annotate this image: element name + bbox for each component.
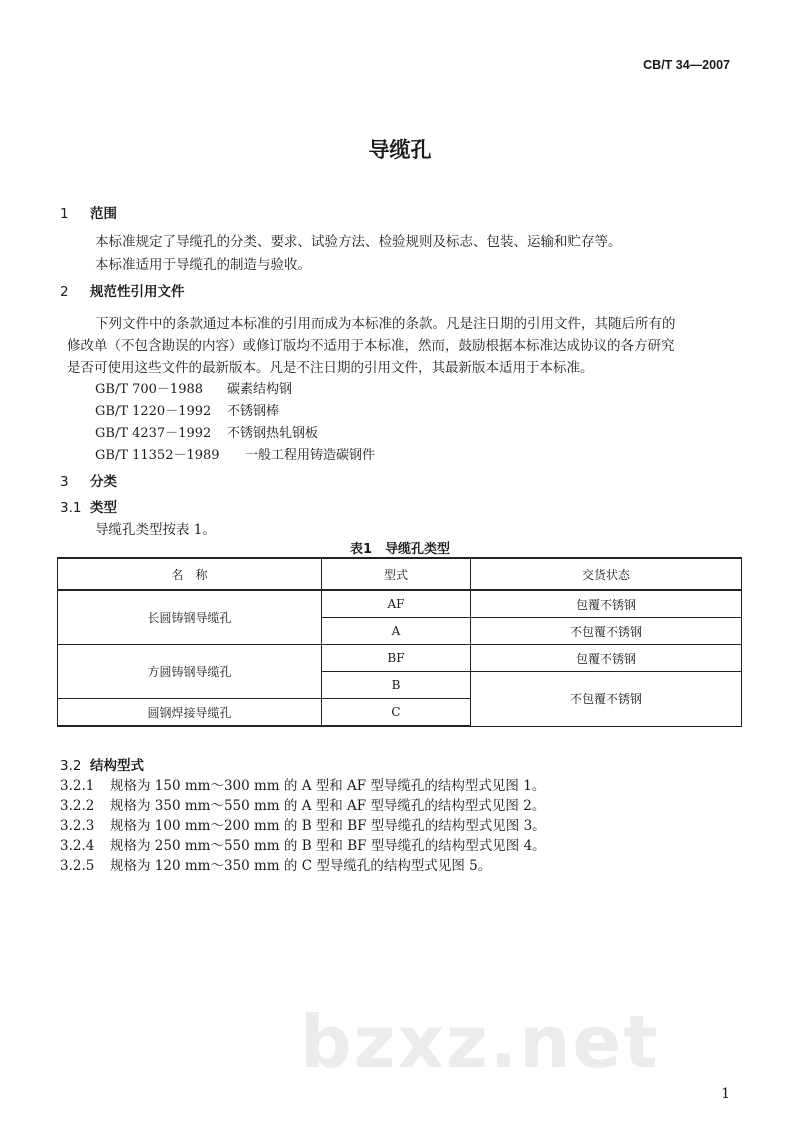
clause-item: [60, 814, 546, 834]
section-number: 1: [60, 206, 69, 222]
types-table: [57, 557, 742, 727]
table-caption: 表1 导缆孔类型: [349, 542, 451, 557]
table-row: [58, 590, 742, 618]
section-1-heading: [60, 202, 117, 222]
clause-text: 规格为 150 mm～300 mm 的 A 型和 AF 型导缆孔的结构型式见图 1。: [110, 778, 546, 794]
cell-status-merged: 不包覆不锈钢: [471, 672, 742, 727]
reference-title: 碳素结构钢: [227, 382, 293, 397]
reference-item: [95, 400, 279, 419]
clause-item: [60, 774, 545, 794]
column-header-name: 名 称: [58, 558, 322, 590]
reference-code: GB/T 11352－1989: [95, 448, 220, 463]
reference-title: 不锈钢棒: [227, 404, 280, 419]
paragraph: 本标准适用于导缆孔的制造与验收。: [95, 257, 311, 273]
section-title: 类型: [90, 500, 117, 516]
cell-name: 方圆铸钢导缆孔: [58, 645, 322, 699]
clause-number: 3.2.2: [60, 798, 95, 814]
section-number: 3.1: [60, 500, 82, 516]
paragraph-line: 是否可使用这些文件的最新版本。凡是不注日期的引用文件，其最新版本适用于本标准。: [67, 360, 594, 376]
section-title: 规范性引用文件: [90, 284, 185, 300]
section-title: 分类: [90, 474, 117, 490]
cell-type: BF: [322, 645, 471, 672]
page-title: 导缆孔: [368, 138, 432, 162]
cell-name: 圆钢焊接导缆孔: [58, 699, 322, 727]
reference-code: GB/T 4237－1992: [95, 426, 212, 441]
section-number: 3: [60, 474, 69, 490]
section-title: 结构型式: [90, 758, 144, 774]
standard-code: CB/T 34—2007: [643, 58, 730, 72]
column-header-type: 型式: [322, 558, 471, 590]
reference-item: [95, 378, 292, 397]
cell-name: 长圆铸钢导缆孔: [58, 590, 322, 645]
paragraph: 本标准规定了导缆孔的分类、要求、试验方法、检验规则及标志、包装、运输和贮存等。: [95, 234, 622, 250]
section-number: 2: [60, 284, 69, 300]
page-number: 1: [721, 1086, 730, 1102]
reference-item: [95, 444, 375, 463]
clause-text: 规格为 350 mm～550 mm 的 A 型和 AF 型导缆孔的结构型式见图 2。: [110, 798, 546, 814]
clause-text: 规格为 250 mm～550 mm 的 B 型和 BF 型导缆孔的结构型式见图 4。: [110, 838, 546, 854]
subsection-3-2-heading: [60, 754, 144, 774]
cell-status: 不包覆不锈钢: [471, 618, 742, 645]
cell-type: AF: [322, 590, 471, 618]
section-3-heading: [60, 470, 117, 490]
watermark: bzxz.net: [300, 1000, 660, 1084]
paragraph: 导缆孔类型按表 1。: [95, 522, 216, 538]
cell-status: 包覆不锈钢: [471, 645, 742, 672]
clause-number: 3.2.5: [60, 858, 95, 874]
paragraph-line: 修改单（不包含勘误的内容）或修订版均不适用于本标准，然而，鼓励根据本标准达成协议的各方研究: [67, 338, 675, 354]
clause-item: [60, 794, 545, 814]
reference-item: [95, 422, 318, 441]
section-number: 3.2: [60, 758, 82, 774]
clause-item: [60, 854, 491, 874]
section-title: 范围: [90, 206, 117, 222]
reference-code: GB/T 1220－1992: [95, 404, 212, 419]
clause-number: 3.2.4: [60, 838, 95, 854]
cell-type: C: [322, 699, 471, 727]
table-header-row: [58, 558, 742, 590]
clause-text: 规格为 120 mm～350 mm 的 C 型导缆孔的结构型式见图 5。: [110, 858, 492, 874]
clause-number: 3.2.3: [60, 818, 95, 834]
reference-code: GB/T 700－1988: [95, 382, 204, 397]
cell-type: B: [322, 672, 471, 699]
clause-item: [60, 834, 546, 854]
section-2-heading: [60, 280, 185, 300]
column-header-status: 交货状态: [471, 558, 742, 590]
reference-title: 一般工程用铸造碳钢件: [245, 448, 376, 463]
table-row: [58, 645, 742, 672]
reference-title: 不锈钢热轧钢板: [227, 426, 319, 441]
cell-type: A: [322, 618, 471, 645]
subsection-3-1-heading: [60, 496, 117, 516]
clause-number: 3.2.1: [60, 778, 95, 794]
cell-status: 包覆不锈钢: [471, 590, 742, 618]
paragraph-line: 下列文件中的条款通过本标准的引用而成为本标准的条款。凡是注日期的引用文件，其随后所有的: [95, 316, 676, 332]
clause-text: 规格为 100 mm～200 mm 的 B 型和 BF 型导缆孔的结构型式见图 3。: [110, 818, 546, 834]
